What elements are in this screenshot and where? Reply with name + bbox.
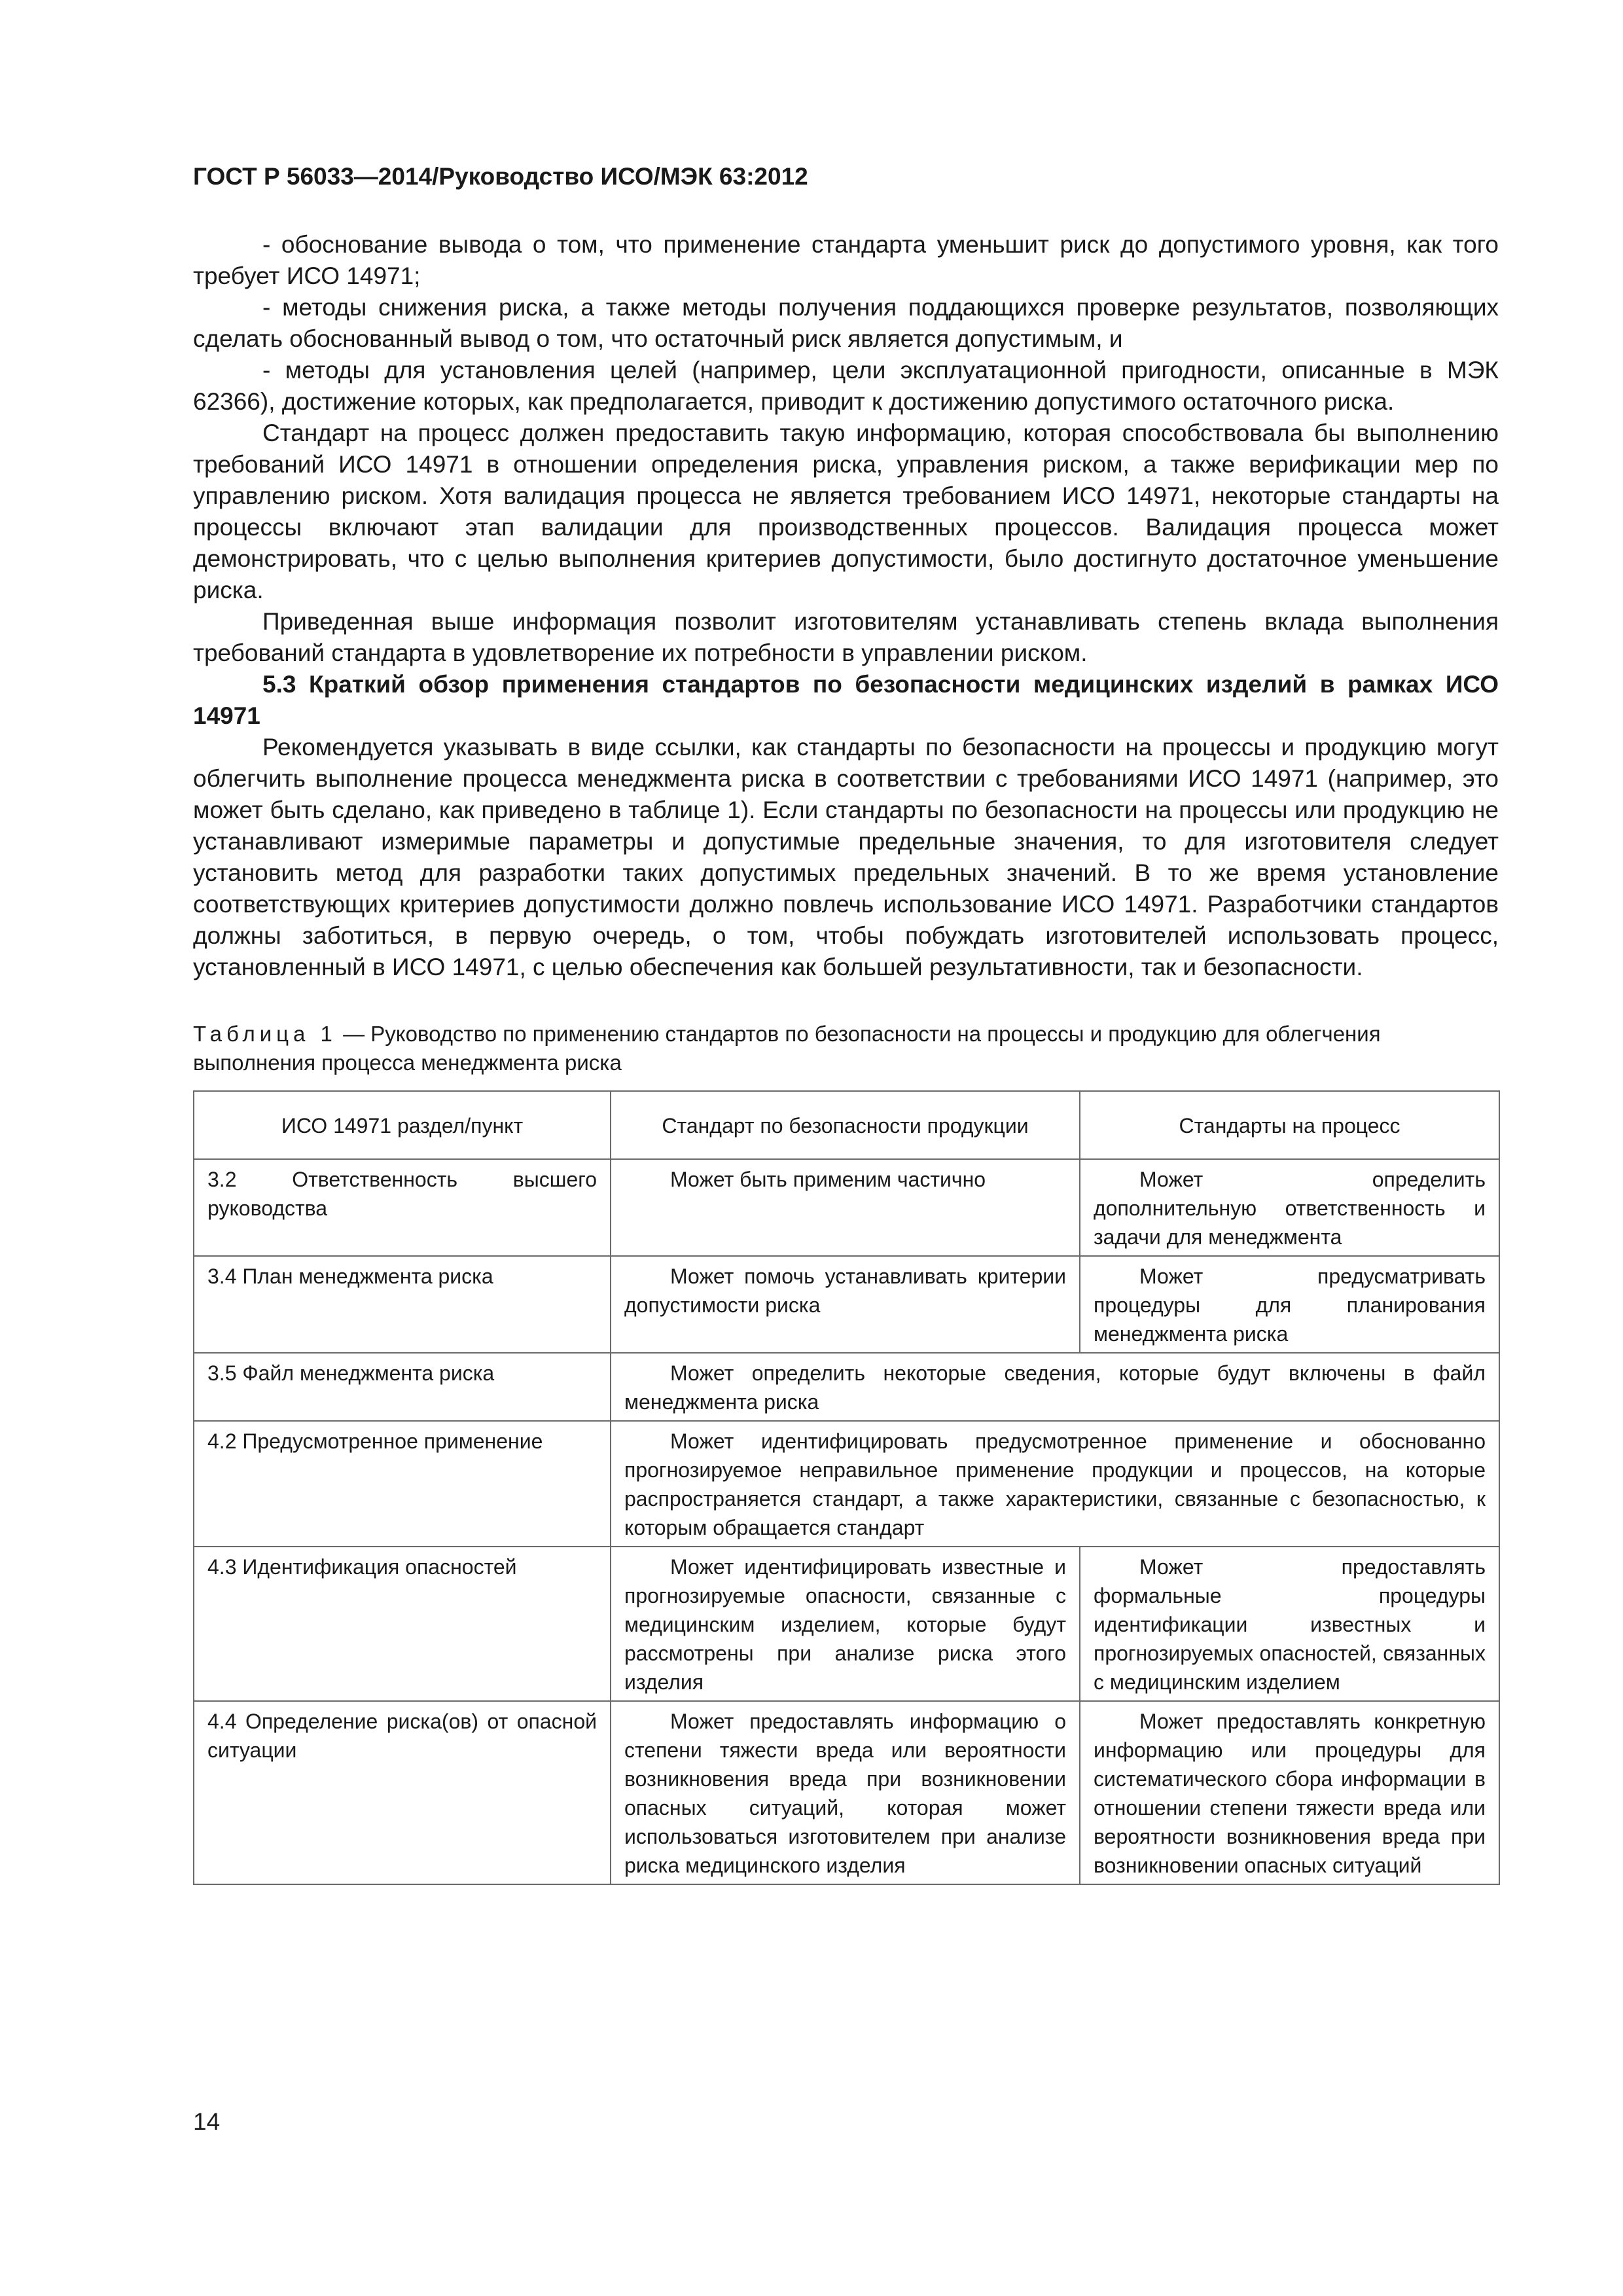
table-cell-merged: Может идентифицировать предусмотренное применение и обоснованно прогнозируемое неправильное применение продукции и процессов, на которые распространяется стандарт, а также характеристики, связанные с безопасностью, к которым обращается стандарт [611, 1421, 1499, 1547]
risk-table [193, 1090, 1500, 1885]
table-cell-clause: 4.2 Предусмотренное применение [194, 1421, 611, 1547]
table-cell-product: Может быть применим частично [611, 1159, 1080, 1256]
list-item: - методы снижения риска, а также методы получения поддающихся проверке результатов, позволяющих сделать обоснованный вывод о том, что остаточный риск является допустимым, и [193, 294, 1499, 352]
table-cell-product: Может помочь устанавливать критерии допустимости риска [611, 1256, 1080, 1353]
table-row [194, 1421, 1499, 1547]
table-cell-merged: Может определить некоторые сведения, которые будут включены в файл менеджмента риска [611, 1353, 1499, 1421]
table-row [194, 1353, 1499, 1421]
table-row [194, 1547, 1499, 1701]
table-cell-process: Может предоставлять конкретную информацию или процедуры для систематического сбора информации в отношении степени тяжести вреда или вероятности возникновения вреда при возникновении опасных ситуаций [1080, 1701, 1499, 1884]
table-caption-text: — Руководство по применению стандартов по безопасности на процессы и продукцию для облегчения выполнения процесса менеджмента риска [193, 1022, 1381, 1075]
document-header: ГОСТ Р 56033—2014/Руководство ИСО/МЭК 63:2012 [193, 163, 808, 190]
table-cell-process: Может определить дополнительную ответственность и задачи для менеджмента [1080, 1159, 1499, 1256]
table-cell-process: Может предусматривать процедуры для планирования менеджмента риска [1080, 1256, 1499, 1353]
page-number: 14 [193, 2108, 221, 2135]
document-body [193, 229, 1499, 1885]
table-cell-clause: 4.3 Идентификация опасностей [194, 1547, 611, 1701]
paragraph: Стандарт на процесс должен предоставить такую информацию, которая способствовала бы выполнению требований ИСО 14971 в отношении определения риска, управления риском, а также верификации мер по управлению риском. Хотя валидация процесса не является требованием ИСО 14971, некоторые стандарты на процессы включают этап валидации для производственных процессов. Валидация процесса может демонстрировать, что с целью выполнения критериев допустимости, было достигнуто достаточное уменьшение риска. [193, 420, 1499, 603]
table-caption-label: Таблица 1 [193, 1022, 337, 1046]
table-cell-clause: 3.2 Ответственность высшего руководства [194, 1159, 611, 1256]
paragraph: Рекомендуется указывать в виде ссылки, как стандарты по безопасности на процессы и продукцию могут облегчить выполнение процесса менеджмента риска в соответствии с требованиями ИСО 14971 (например, это может быть сделано, как приведено в таблице 1). Если стандарты по безопасности на процессы или продукцию не устанавливают измеримые параметры и допустимые предельные значения, то для изготовителя следует установить метод для разработки таких допустимых предельных значений. В то же время установление соответствующих критериев допустимости должно повлечь использование ИСО 14971. Разработчики стандартов должны заботиться, в первую очередь, о том, чтобы побуждать изготовителей использовать процесс, установленный в ИСО 14971, с целью обеспечения как большей результативности, так и безопасности. [193, 734, 1499, 980]
table-cell-product: Может идентифицировать известные и прогнозируемые опасности, связанные с медицинским изделием, которые будут рассмотрены при анализе риска этого изделия [611, 1547, 1080, 1701]
table-cell-clause: 3.5 Файл менеджмента риска [194, 1353, 611, 1421]
list-item: - обоснование вывода о том, что применение стандарта уменьшит риск до допустимого уровня, как того требует ИСО 14971; [193, 231, 1499, 289]
list-item: - методы для установления целей (например, цели эксплуатационной пригодности, описанные в МЭК 62366), достижение которых, как предполагается, приводит к достижению допустимого остаточного риска. [193, 357, 1499, 415]
table-cell-product: Может предоставлять информацию о степени тяжести вреда или вероятности возникновения вреда при возникновении опасных ситуаций, которая может использоваться изготовителем при анализе риска медицинского изделия [611, 1701, 1080, 1884]
section-heading: 5.3 Краткий обзор применения стандартов по безопасности медицинских изделий в рамках ИСО 14971 [193, 671, 1499, 729]
table-cell-clause: 4.4 Определение риска(ов) от опасной ситуации [194, 1701, 611, 1884]
table-header-row [194, 1091, 1499, 1159]
paragraph: Приведенная выше информация позволит изготовителям устанавливать степень вклада выполнения требований стандарта в удовлетворение их потребности в управлении риском. [193, 608, 1499, 666]
table-row [194, 1256, 1499, 1353]
column-header: ИСО 14971 раздел/пункт [194, 1091, 611, 1159]
column-header: Стандарт по безопасности продукции [611, 1091, 1080, 1159]
table-row [194, 1701, 1499, 1884]
table-row [194, 1159, 1499, 1256]
column-header: Стандарты на процесс [1080, 1091, 1499, 1159]
table-caption [193, 1020, 1499, 1077]
table-cell-clause: 3.4 План менеджмента риска [194, 1256, 611, 1353]
table-cell-process: Может предоставлять формальные процедуры идентификации известных и прогнозируемых опасностей, связанных с медицинским изделием [1080, 1547, 1499, 1701]
